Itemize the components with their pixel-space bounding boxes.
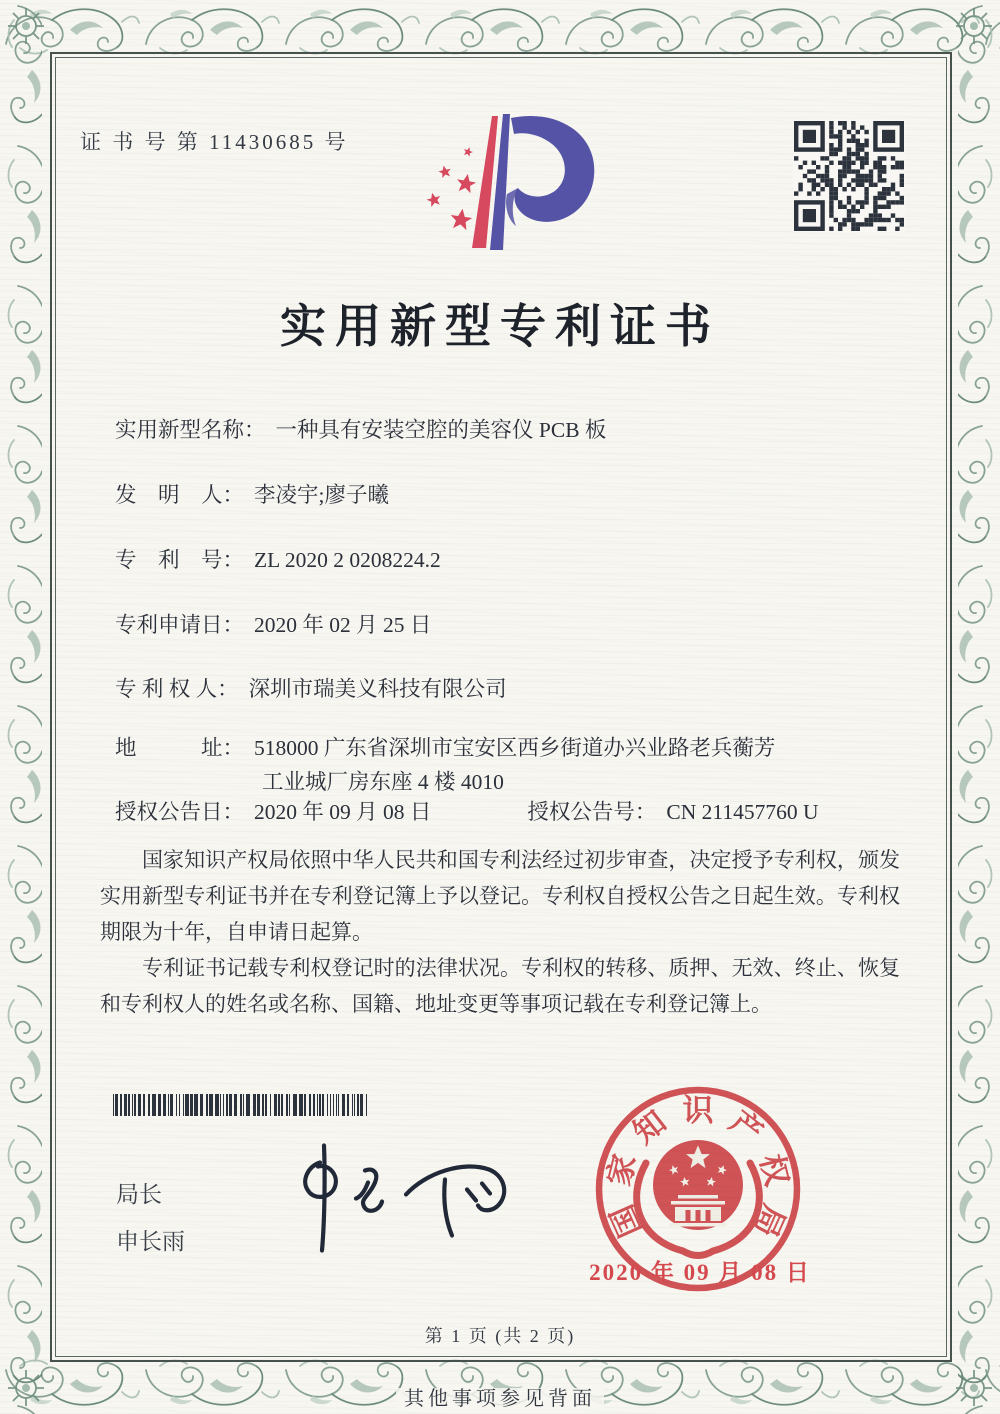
commissioner-signature [268, 1138, 518, 1258]
seal-date: 2020 年 09 月 08 日 [589, 1260, 811, 1285]
qr-code-icon [793, 120, 905, 232]
field-label: 实用新型名称： [115, 418, 266, 442]
field-value: 2020 年 02 月 25 日 [254, 613, 432, 637]
field-value: 518000 广东省深圳市宝安区西乡街道办兴业路老兵蘅芳 [254, 736, 776, 760]
seal-char: 产 [723, 1103, 770, 1151]
barcode-bars [113, 1094, 367, 1116]
field-value: 深圳市瑞美义科技有限公司 [248, 677, 507, 701]
seal-char: 权 [753, 1150, 795, 1190]
field-row-address [115, 731, 775, 762]
field-value-address-line2: 工业城厂房东座 4 楼 4010 [262, 770, 504, 794]
field-row [115, 672, 507, 703]
seal-char: 国 [603, 1199, 649, 1243]
seal-char: 知 [626, 1103, 673, 1151]
legal-text-block [100, 842, 900, 1022]
field-label: 地 址： [115, 736, 245, 760]
signer-name: 申长雨 [116, 1228, 185, 1254]
certificate-title: 实用新型专利证书 [280, 301, 720, 352]
grant-date-value: 2020 年 09 月 08 日 [254, 800, 432, 824]
grant-row [115, 795, 819, 826]
field-value: ZL 2020 2 0208224.2 [254, 548, 441, 572]
barcode-icon [113, 1094, 371, 1116]
grant-no-value: CN 211457760 U [666, 800, 819, 824]
grant-no-label: 授权公告号： [527, 800, 657, 824]
certificate-number: 证 书 号 第 11430685 号 [80, 130, 349, 154]
seal-char: 家 [601, 1150, 643, 1190]
cnipa-patent-logo-icon [408, 102, 613, 260]
field-value: 李凌宇;廖子曦 [254, 483, 389, 507]
back-note: 其他事项参见背面 [0, 1382, 1000, 1411]
field-label: 专 利 号： [115, 548, 245, 572]
field-row [115, 413, 606, 444]
field-row [115, 543, 441, 574]
signer-block [116, 1176, 185, 1256]
seal-char: 局 [747, 1199, 793, 1243]
field-label: 发 明 人： [115, 483, 245, 507]
page-number: 第 1 页 (共 2 页) [424, 1326, 576, 1346]
grant-date-label: 授权公告日： [115, 800, 245, 824]
corner-ornament-top-right [950, 2, 998, 50]
ornate-border-right [956, 0, 1000, 1414]
signer-title: 局长 [116, 1181, 162, 1207]
field-value: 一种具有安装空腔的美容仪 PCB 板 [275, 418, 607, 442]
field-row [115, 608, 431, 639]
seal-char: 识 [682, 1093, 714, 1128]
legal-paragraph-1: 国家知识产权局依照中华人民共和国专利法经过初步审查，决定授予专利权，颁发实用新型专利证书并在专利登记簿上予以登记。专利权自授权公告之日起生效。专利权期限为十年，自申请日起算。 [100, 848, 900, 944]
national-emblem [637, 1140, 760, 1256]
field-label: 专利申请日： [115, 613, 245, 637]
field-row [115, 478, 389, 509]
corner-ornament-top-left [2, 2, 50, 50]
field-label: 专 利 权 人： [115, 677, 239, 701]
legal-paragraph-2: 专利证书记载专利权登记时的法律状况。专利权的转移、质押、无效、终止、恢复和专利权人的姓名或名称、国籍、地址变更等事项记载在专利登记簿上。 [100, 956, 900, 1016]
ornate-border-left [0, 0, 44, 1414]
